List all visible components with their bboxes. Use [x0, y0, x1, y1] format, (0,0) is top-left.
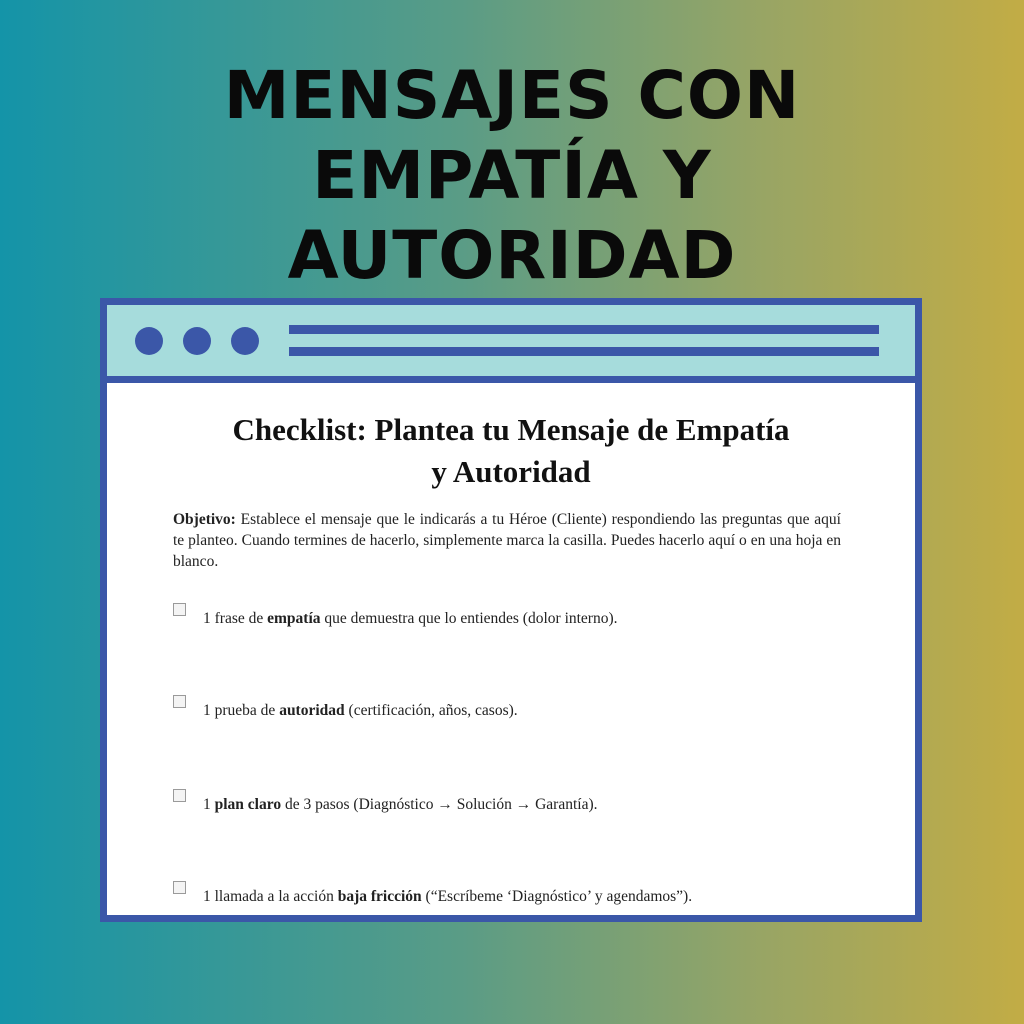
titlebar-line-icon	[289, 347, 879, 356]
objective-label: Objetivo:	[173, 511, 236, 528]
titlebar-line-icon	[289, 325, 879, 334]
headline	[0, 56, 1024, 296]
checklist-item-label: 1 prueba de autoridad (certificación, años, casos).	[203, 702, 518, 719]
window-dot-icon	[231, 327, 259, 355]
checkbox[interactable]	[173, 789, 186, 802]
checkbox[interactable]	[173, 603, 186, 616]
checklist-item-label: 1 llamada a la acción baja fricción (“Escríbeme ‘Diagnóstico’ y agendamos”).	[203, 888, 693, 905]
objective-text: Establece el mensaje que le indicarás a tu Héroe (Cliente) respondiendo las preguntas que aquí te planteo. Cuando termines de hacerlo, simplemente marca la casilla. Puedes hacerlo aquí o en una hoja en blanco.	[173, 511, 841, 570]
headline-line-2: EMPATÍA Y	[312, 137, 712, 214]
document-title: Checklist: Plantea tu Mensaje de Empatía y Autoridad	[232, 412, 790, 489]
objective-paragraph	[173, 509, 841, 572]
checkbox[interactable]	[173, 881, 186, 894]
window-dot-icon	[135, 327, 163, 355]
headline-line-3: AUTORIDAD	[287, 217, 737, 294]
checklist-item-label: 1 plan claro de 3 pasos (Diagnóstico → Solución → Garantía).	[203, 796, 598, 813]
browser-window	[100, 298, 922, 922]
checklist-item-label: 1 frase de empatía que demuestra que lo entiendes (dolor interno).	[203, 610, 618, 627]
headline-line-1: MENSAJES CON	[223, 57, 801, 134]
window-dot-icon	[183, 327, 211, 355]
window-titlebar	[107, 305, 915, 383]
checkbox[interactable]	[173, 695, 186, 708]
